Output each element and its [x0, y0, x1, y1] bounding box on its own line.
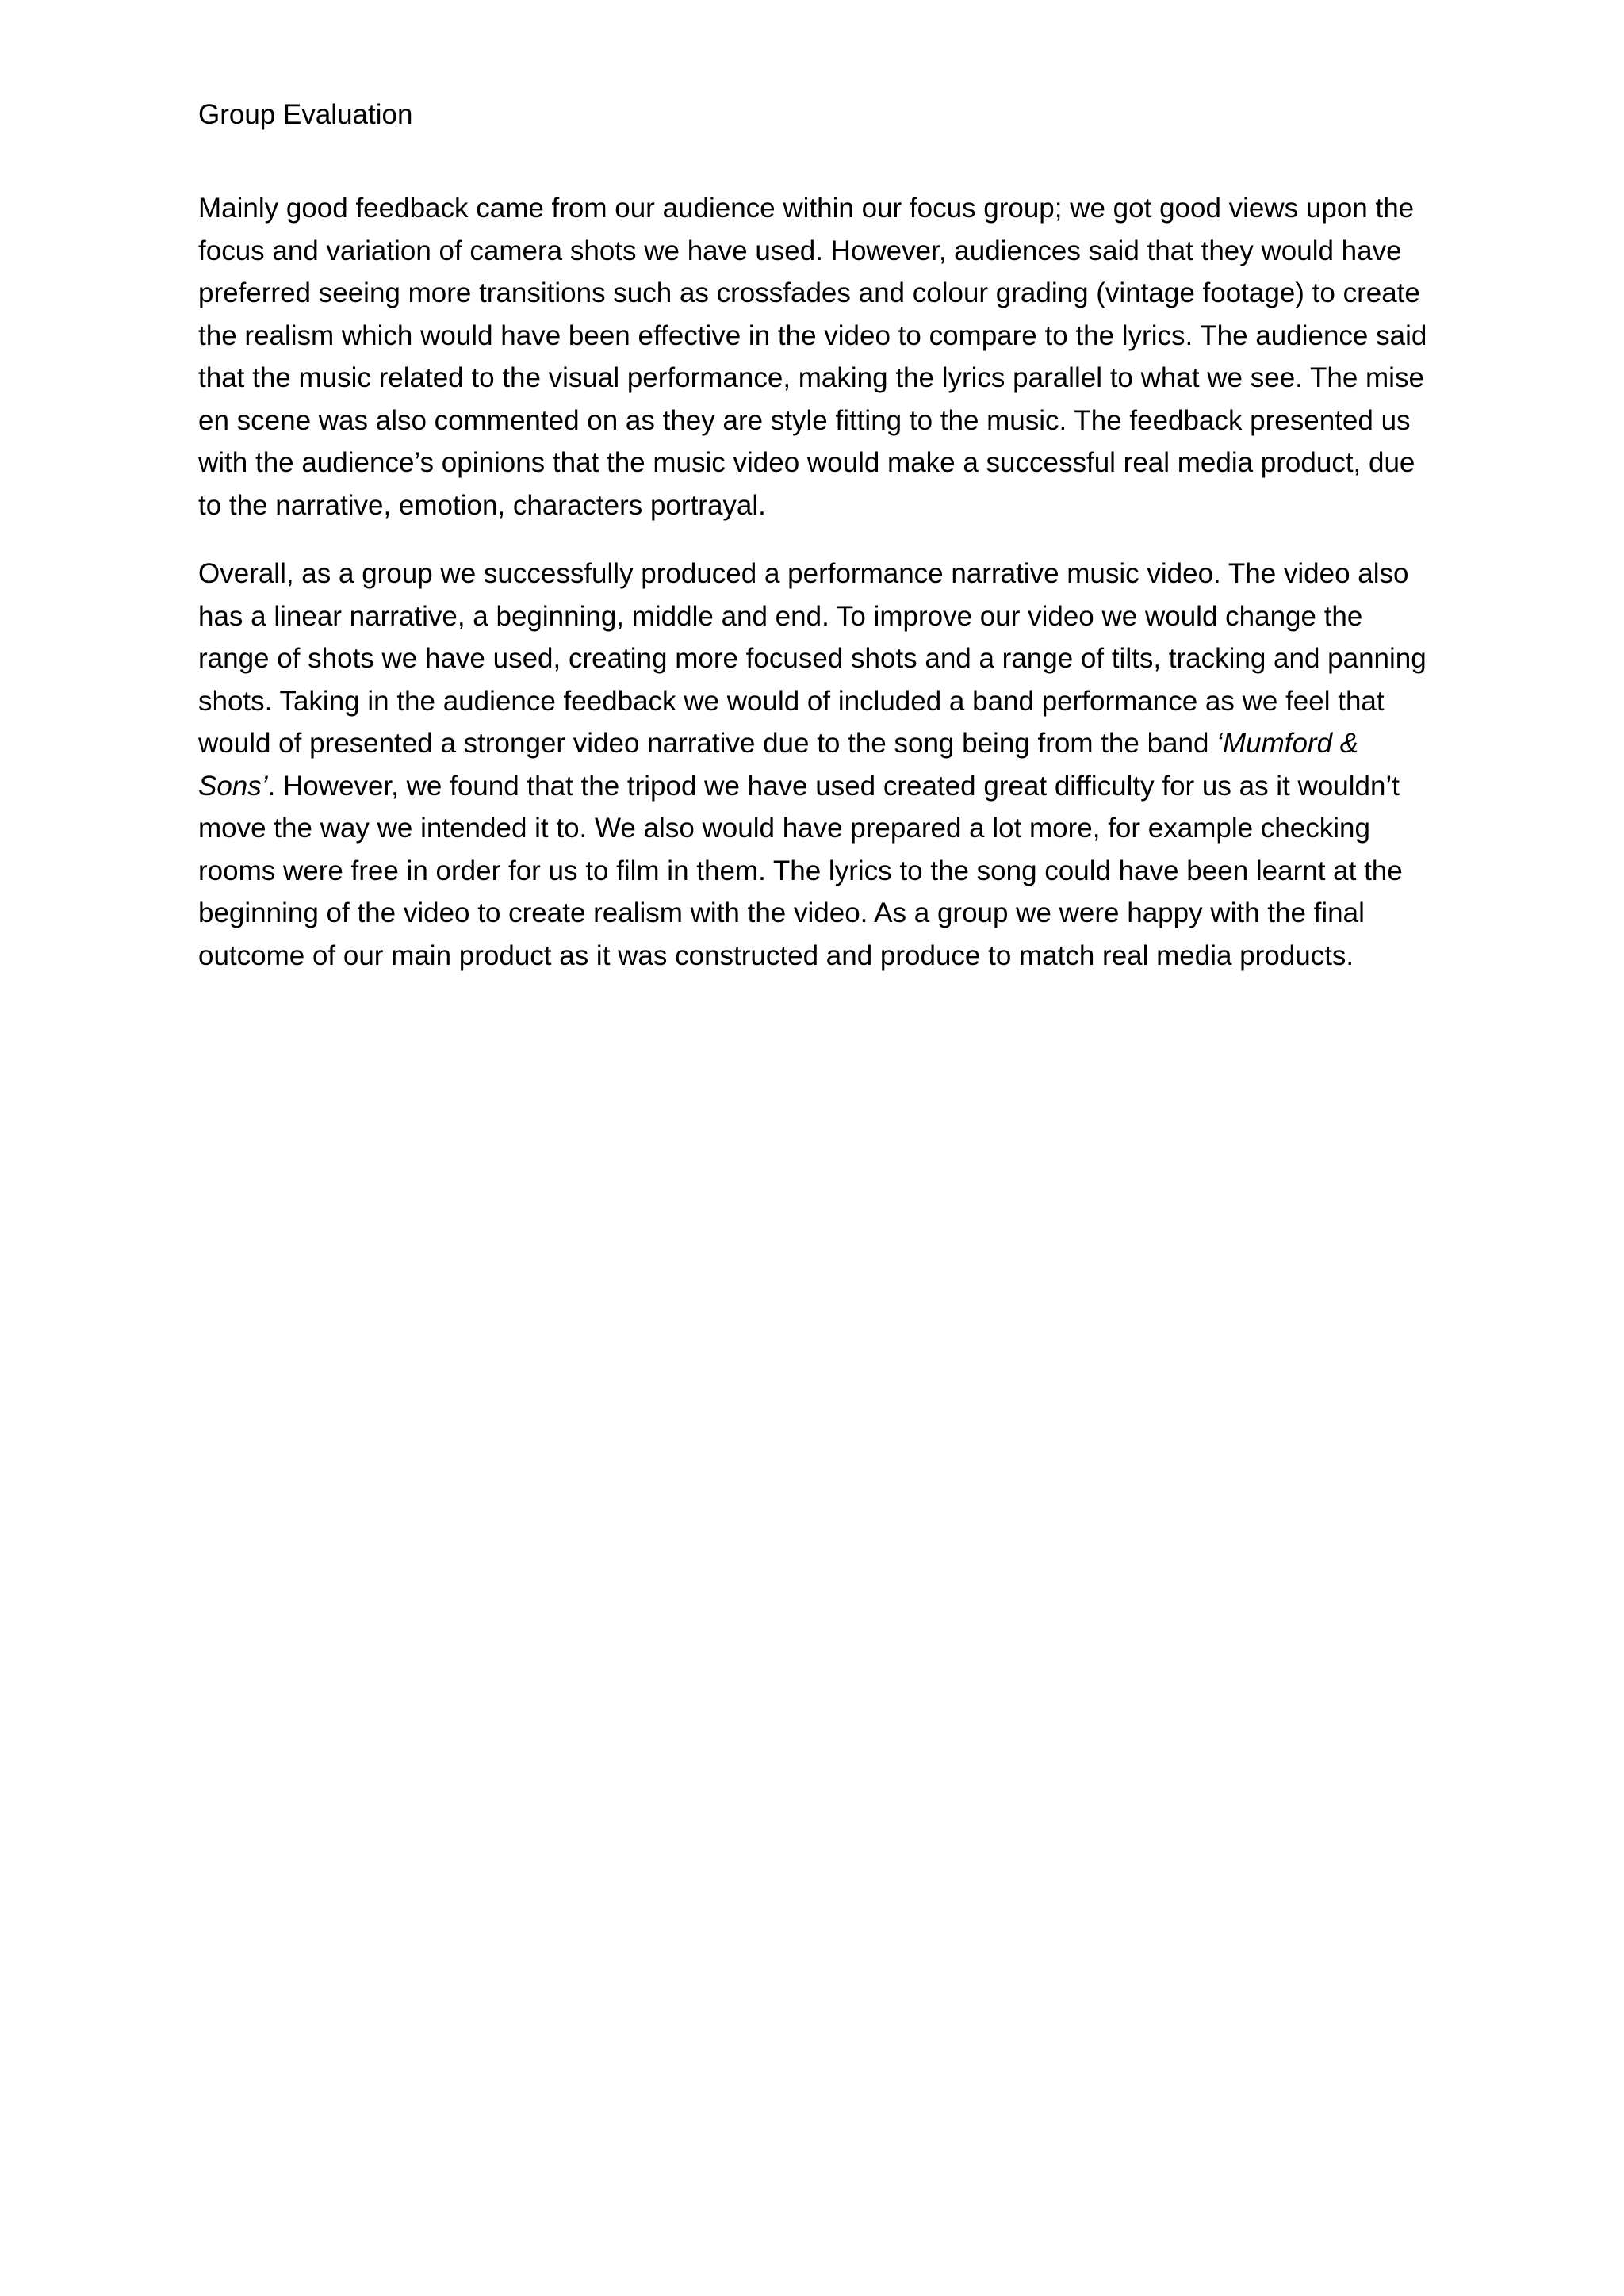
paragraph-line [198, 722, 1443, 765]
paragraph-line: to the narrative, emotion, characters portrayal. [198, 489, 766, 521]
document-title: Group Evaluation [198, 99, 413, 130]
paragraph-line: en scene was also commented on as they are style fitting to the music. The feedback presented us [198, 404, 1411, 436]
paragraph-line: move the way we intended it to. We also would have prepared a lot more, for example checking [198, 813, 1370, 844]
paragraph-line: preferred seeing more transitions such as crossfades and colour grading (vintage footage) to create [198, 277, 1420, 308]
paragraph-line: the realism which would have been effective in the video to compare to the lyrics. The audience said [198, 320, 1427, 351]
paragraph-line: with the audience’s opinions that the music video would make a successful real media product, due [198, 447, 1415, 478]
paragraph-line: focus and variation of camera shots we have used. However, audiences said that they would have [198, 235, 1402, 266]
paragraph-line [198, 765, 1443, 808]
paragraph-line: Mainly good feedback came from our audience within our focus group; we got good views upon the [198, 193, 1415, 224]
paragraph-line: range of shots we have used, creating more focused shots and a range of tilts, tracking and panning [198, 643, 1427, 674]
line-text: would of presented a stronger video narrative due to the song being from the band [198, 728, 1217, 759]
paragraph-line: Overall, as a group we successfully produced a performance narrative music video. The video also [198, 558, 1409, 589]
band-name-italic: Sons’ [198, 770, 268, 802]
line-text: . However, we found that the tripod we have used created great difficulty for us as it wouldn’t [267, 770, 1400, 802]
paragraph-line: outcome of our main product as it was constructed and produce to match real media products. [198, 939, 1354, 971]
paragraph-line: beginning of the video to create realism with the video. As a group we were happy with the final [198, 897, 1365, 928]
paragraph-line: that the music related to the visual performance, making the lyrics parallel to what we see. The mise [198, 362, 1424, 393]
paragraph-feedback [198, 187, 1443, 526]
paragraph-line: has a linear narrative, a beginning, middle and end. To improve our video we would change the [198, 600, 1363, 632]
document-body [198, 94, 1443, 1003]
paragraph-overall [198, 553, 1443, 977]
band-name-italic: ‘Mumford & [1216, 728, 1359, 759]
paragraph-line: rooms were free in order for us to film in them. The lyrics to the song could have been learnt at the [198, 855, 1403, 886]
paragraph-line: shots. Taking in the audience feedback we would of included a band performance as we feel that [198, 685, 1385, 717]
